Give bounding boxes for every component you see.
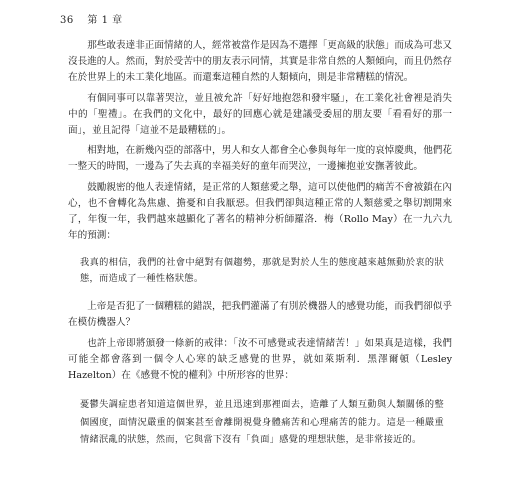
paragraph: 也許上帝即將頒發一條新的戒律：「汝不可感覺或表達情緒苦！」如果真是這樣，我們可能全都會落到一個令人心寒的缺乏感覺的世界，就如萊斯利．黑澤爾頓（Lesley Hazelton）在《感覺不悅的權利》中所形容的世界：	[68, 337, 452, 381]
paragraph: 相對地，在新幾內亞的部落中，男人和女人都會全心參與每年一度的哀悼慶典，他們花一整天的時間，一邊為了失去真的幸福美好的童年而哭泣，一邊擁抱並安撫著彼此。	[68, 145, 452, 173]
page-number: 36	[60, 15, 74, 26]
block-quote: 憂鬱失調症患者知道這個世界，並且迅速到那裡面去，造離了人類互動與人類關係的整個國度，面情況嚴重的個案甚至會離開視覺身體痛苦和心理痛苦的能力。這是一種嚴重情緒泯亂的狀態，然而，它與當下沒有「負面」感覺的理想狀態，是非常接近的。	[80, 399, 444, 446]
paragraph: 鼓勵親密的他人表達情緒，是正常的人類慈愛之舉，這可以使他們的痛苦不會被鎖在內心，也不會轉化為焦慮、擔憂和自我厭惡。但我們卻與這種正常的人類慈愛之舉切割開來了，年復一年，我們越來越顯化了著名的精神分析師羅洛．梅（Rollo May）在一九六九年的預測：	[68, 182, 452, 241]
page-body	[68, 38, 452, 460]
running-header	[60, 11, 123, 26]
paragraph: 有個同事可以靠著哭泣，並且被允許「好好地抱怨和發牢騷」，在工業化社會裡是消失中的「聖禮」。在我們的文化中，最好的回應心就是建議受委屈的朋友要「看看好的那一面」，並且記得「這並不是最糟糕的」。	[68, 92, 452, 136]
chapter-title: 第 1 章	[87, 15, 123, 26]
paragraph: 上帝是否犯了一個糟糕的錯誤，把我們灌滿了有別於機器人的感覺功能，而我們卻似乎在模仿機器人？	[68, 300, 452, 328]
paragraph: 那些敢表達非正面情緒的人，經常被當作是因為不選擇「更高級的狀態」而成為可悲又沒長進的人。然而，對於受苦中的朋友表示同情，其實是非常自然的人類傾向，而且仍然存在於世界上的未工業化地區。而還棄這種自然的人類傾向，則是非常糟糕的情況。	[68, 40, 452, 83]
block-quote: 我真的相信，我們的社會中絕對有個趨勢，那就是對於人生的態度越來越無動於衷的狀態，而造成了一種性格狀態。	[80, 256, 444, 285]
